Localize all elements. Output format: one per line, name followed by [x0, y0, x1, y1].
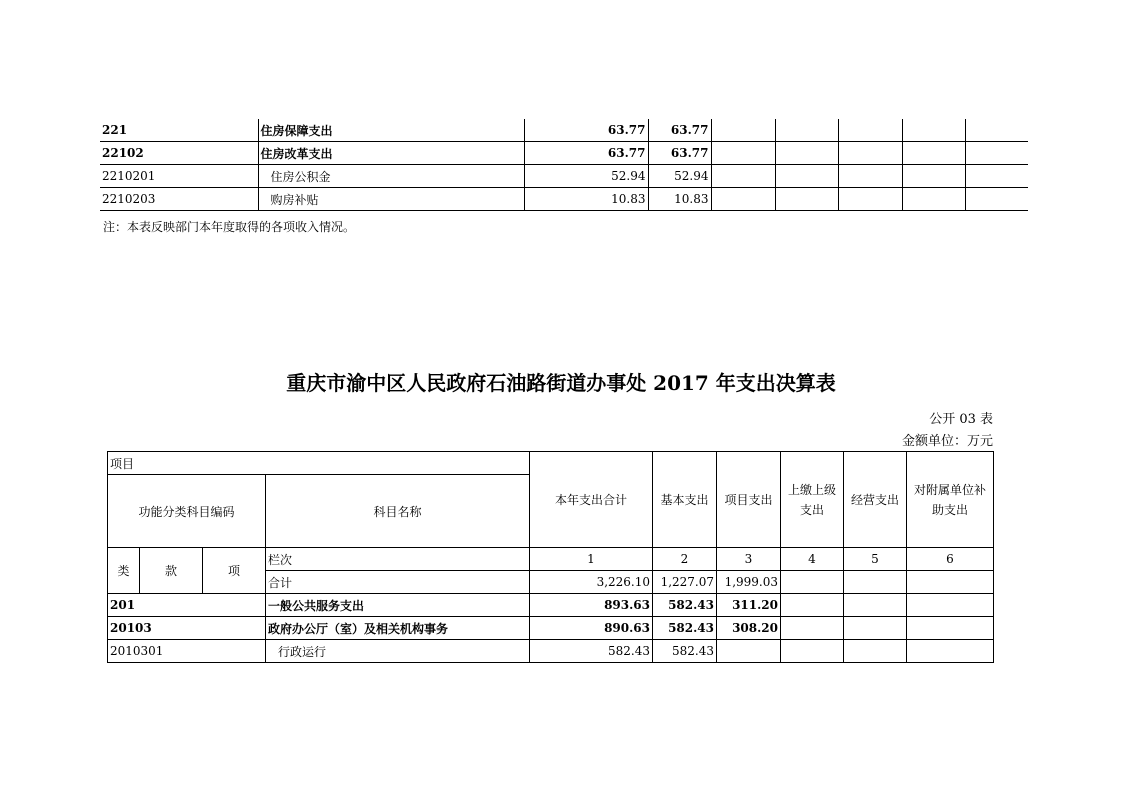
row-basic: 63.77 [648, 142, 711, 165]
row-name: 行政运行 [266, 640, 530, 663]
header-func-code: 功能分类科目编码 [108, 475, 266, 548]
row-basic: 582.43 [653, 640, 717, 663]
sum-basic: 1,227.07 [653, 571, 717, 594]
row-project [717, 640, 781, 663]
col-number: 3 [717, 548, 781, 571]
row-basic: 63.77 [648, 119, 711, 142]
table-row [100, 165, 1028, 188]
header-xiang: 项 [203, 548, 266, 594]
sum-total: 3,226.10 [530, 571, 653, 594]
page-title: 重庆市渝中区人民政府石油路街道办事处 2017 年支出决算表 [286, 371, 836, 395]
row-project: 311.20 [717, 594, 781, 617]
row-basic: 10.83 [648, 188, 711, 211]
row-name: 政府办公厅（室）及相关机构事务 [266, 617, 530, 640]
header-row [108, 548, 994, 571]
sum-label: 合计 [266, 571, 530, 594]
row-total: 890.63 [530, 617, 653, 640]
row-code: 20103 [108, 617, 266, 640]
top-expenditure-table [100, 119, 1028, 211]
header-item: 项目 [108, 452, 530, 475]
amount-unit: 金额单位：万元 [901, 434, 993, 449]
row-code: 22102 [100, 142, 258, 165]
table-row [100, 188, 1028, 211]
row-name: 住房保障支出 [258, 119, 524, 142]
row-code: 2010301 [108, 640, 266, 663]
row-basic: 582.43 [653, 617, 717, 640]
col-number: 6 [907, 548, 994, 571]
row-total: 893.63 [530, 594, 653, 617]
header-subject-name: 科目名称 [266, 475, 530, 548]
table-code: 公开 03 表 [929, 412, 993, 427]
row-name: 住房改革支出 [258, 142, 524, 165]
table-row [100, 119, 1028, 142]
col-number: 1 [530, 548, 653, 571]
col-number: 4 [781, 548, 844, 571]
row-total: 63.77 [524, 119, 648, 142]
row-total: 10.83 [524, 188, 648, 211]
header-lanci: 栏次 [266, 548, 530, 571]
row-code: 201 [108, 594, 266, 617]
table-row [108, 617, 994, 640]
header-total: 本年支出合计 [530, 452, 653, 548]
row-basic: 52.94 [648, 165, 711, 188]
header-project: 项目支出 [717, 452, 781, 548]
header-row [108, 452, 994, 475]
row-code: 221 [100, 119, 258, 142]
row-project: 308.20 [717, 617, 781, 640]
table-row [108, 594, 994, 617]
row-name: 购房补贴 [258, 188, 524, 211]
row-total: 52.94 [524, 165, 648, 188]
header-lei: 类 [108, 548, 140, 594]
sum-project: 1,999.03 [717, 571, 781, 594]
table-note: 注：本表反映部门本年度取得的各项收入情况。 [103, 220, 356, 234]
row-total: 63.77 [524, 142, 648, 165]
row-code: 2210203 [100, 188, 258, 211]
header-kuan: 款 [140, 548, 203, 594]
expenditure-table [107, 451, 994, 663]
row-name: 住房公积金 [258, 165, 524, 188]
row-name: 一般公共服务支出 [266, 594, 530, 617]
header-upper: 上缴上级支出 [781, 452, 844, 548]
col-number: 2 [653, 548, 717, 571]
row-code: 2210201 [100, 165, 258, 188]
table-row [100, 142, 1028, 165]
col-number: 5 [844, 548, 907, 571]
header-subsidy: 对附属单位补助支出 [907, 452, 994, 548]
table-row [108, 640, 994, 663]
header-basic: 基本支出 [653, 452, 717, 548]
row-total: 582.43 [530, 640, 653, 663]
row-basic: 582.43 [653, 594, 717, 617]
header-business: 经营支出 [844, 452, 907, 548]
